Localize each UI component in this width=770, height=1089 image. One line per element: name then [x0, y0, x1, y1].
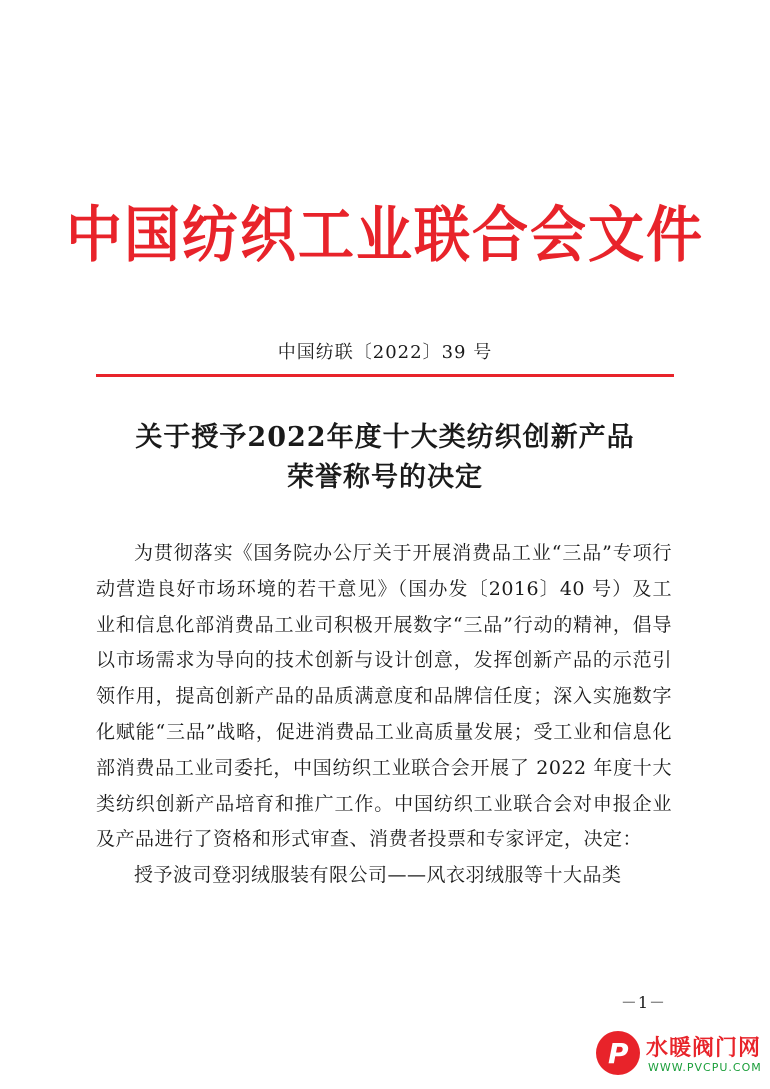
- title-line-1: 关于授予2022年度十大类纺织创新产品: [135, 422, 635, 453]
- document-number: 中国纺联〔2022〕39 号: [277, 342, 493, 363]
- watermark-logo-letter: P: [608, 1037, 629, 1070]
- body-paragraph: 为贯彻落实《国务院办公厅关于开展消费品工业“三品”专项行动营造良好市场环境的若干意见》（国办发〔2016〕40 号）及工业和信息化部消费品工业司积极开展数字“三品”行动的精神，倡导以市场需求为导向的技术创新与设计创意，发挥创新产品的示范引领作用，提高创新产品的品质满意度和品牌信任度；深入实施数字化赋能“三品”战略，促进消费品工业高质量发展；受工业和信息化部消费品工业司委托，中国纺织工业联合会开展了 2022 年度十大类纺织创新产品培育和推广工作。中国纺织工业联合会对申报企业及产品进行了资格和形式审查、消费者投票和专家评定，决定：: [96, 542, 672, 851]
- title-line-2: 荣誉称号的决定: [287, 462, 483, 493]
- watermark-site-name: 水暖阀门网: [646, 1036, 762, 1061]
- body-paragraph: 授予波司登羽绒服装有限公司——风衣羽绒服等十大品类: [134, 864, 622, 887]
- document-header: 中国纺织工业联合会文件: [66, 200, 704, 271]
- watermark-url: WWW.PVCPU.COM: [648, 1061, 762, 1074]
- document-title: [0, 418, 770, 498]
- document-body: [96, 536, 672, 894]
- page-number: －1－: [620, 993, 666, 1012]
- header-divider: [96, 374, 674, 377]
- site-watermark: [594, 1025, 764, 1083]
